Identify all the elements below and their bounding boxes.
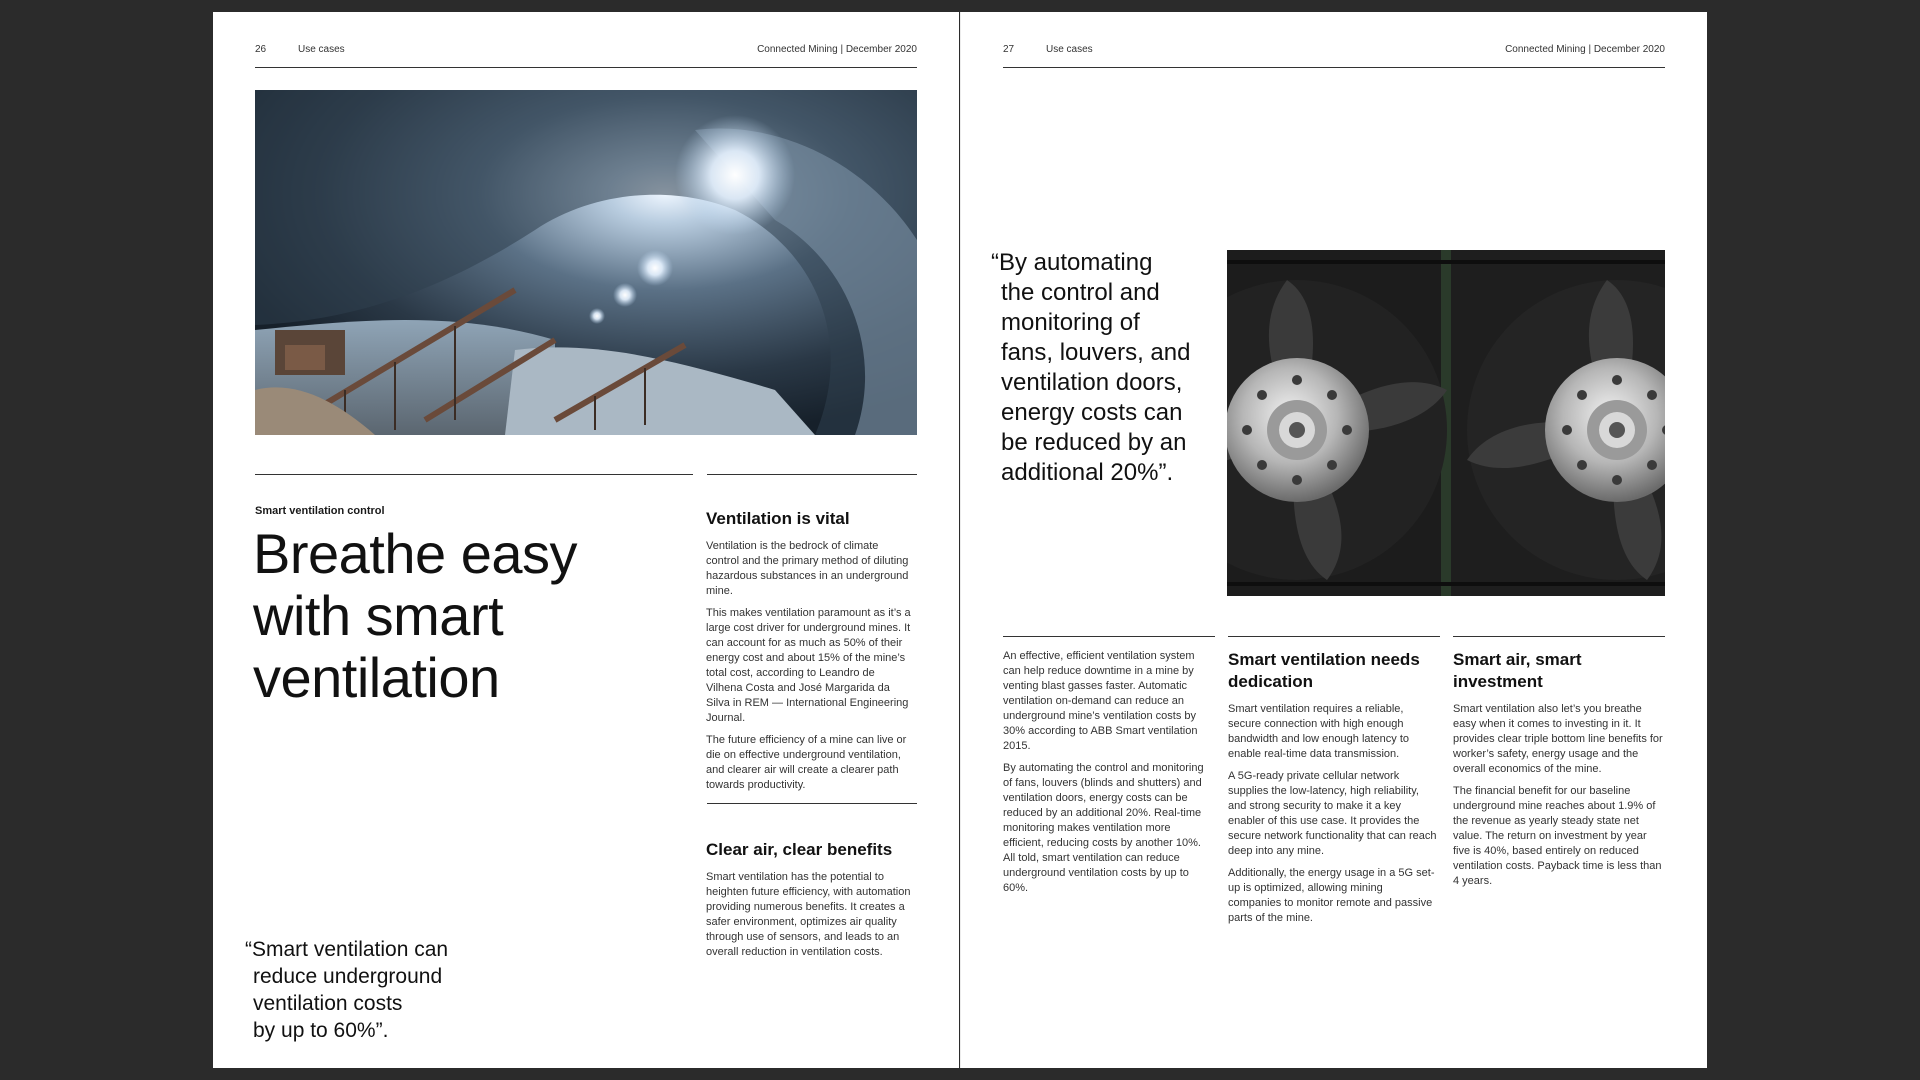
page-header [255, 44, 917, 64]
paragraph: An effective, efficient ventilation system can help reduce downtime in a mine by venting blast gasses faster. Automatic ventilation on-demand can reduce an underground mine’s ventilation costs by 30% according to ABB Smart ventilation 2015. [1003, 650, 1198, 752]
column-title: Smart air, smart investment [1453, 650, 1582, 691]
page-number: 27 [1003, 44, 1015, 55]
column-body [1228, 702, 1438, 933]
left-page [213, 12, 959, 1068]
quote-line: reduce underground [253, 965, 443, 988]
paragraph: The financial benefit for our baseline underground mine reaches about 1.9% of the revenue as yearly steady state net value. The return on investment by year five is 40%, based entirely on reduced ventilation costs. Payback time is less than 4 years. [1453, 785, 1662, 887]
paragraph: Additionally, the energy usage in a 5G set-up is optimized, allowing mining companies to monitor remote and passive parts of the mine. [1228, 867, 1435, 924]
pull-quote [245, 936, 448, 1044]
quote-line: be reduced by an [1001, 429, 1187, 456]
paragraph: Ventilation is the bedrock of climate control and the primary method of diluting hazardous substances in an underground mine. [706, 540, 909, 597]
column-body [1453, 702, 1665, 896]
quote-line: “By automating [991, 249, 1153, 276]
quote-line: by up to 60%”. [253, 1019, 389, 1042]
column-divider [1003, 636, 1215, 637]
section-body [706, 539, 911, 800]
quote-line: the control and [1001, 279, 1160, 306]
header-divider [255, 67, 917, 68]
section-title: Clear air, clear benefits [706, 840, 893, 859]
section-name: Use cases [1046, 44, 1093, 55]
mine-tunnel-photo [255, 90, 917, 435]
quote-line: energy costs can [1001, 399, 1183, 426]
column-divider [1228, 636, 1440, 637]
section-divider [707, 803, 917, 804]
paragraph: Smart ventilation requires a reliable, secure connection with high enough bandwidth and low enough latency to enable real-time data transmission. [1228, 703, 1410, 760]
pull-quote [991, 248, 1190, 488]
header-divider [1003, 67, 1665, 68]
paragraph: Smart ventilation also let’s you breathe easy when it comes to investing in it. It provides clear triple bottom line benefits for worker’s safety, energy usage and the overall economics of the mine. [1453, 703, 1663, 775]
kicker-label: Smart ventilation control [255, 505, 385, 517]
mine-tunnel-illustration [255, 90, 917, 435]
page-header [1003, 44, 1665, 64]
fans-illustration [1227, 250, 1665, 596]
paragraph: This makes ventilation paramount as it’s a large cost driver for underground mines. It can account for as much as 50% of their energy cost and about 15% of the mine’s total cost, according to Leandro de Vilhena Costa and José Margarida da Silva in REM — International Engineering Journal. [706, 607, 911, 724]
column-divider [1453, 636, 1665, 637]
section-divider [255, 474, 693, 475]
paragraph: Smart ventilation has the potential to heighten future efficiency, with automation providing numerous benefits. It creates a safer environment, optimizes air quality through use of sensors, and leads to an overall reduction in ventilation costs. [706, 871, 911, 958]
paragraph: By automating the control and monitoring of fans, louvers (blinds and shutters) and ventilation doors, energy costs can be reduced by an additional 20%. Real-time monitoring makes ventilation more efficient, reducing costs by another 10%. All told, smart ventilation can reduce underground ventilation costs by up to 60%. [1003, 762, 1204, 894]
section-name: Use cases [298, 44, 345, 55]
paragraph: A 5G-ready private cellular network supplies the low-latency, high reliability, and strong security to make it a key enabler of this use case. It provides the secure network functionality that can reach deep into any mine. [1228, 770, 1437, 857]
section-title: Ventilation is vital [706, 509, 850, 528]
headline-line: Breathe easy [253, 522, 577, 585]
ventilation-fans-photo [1227, 250, 1665, 596]
quote-line: ventilation costs [253, 992, 403, 1015]
quote-line: additional 20%”. [1001, 459, 1174, 486]
quote-line: “Smart ventilation can [245, 938, 449, 961]
quote-line: ventilation doors, [1001, 369, 1183, 396]
quote-line: monitoring of [1001, 309, 1140, 336]
quote-line: fans, louvers, and [1001, 339, 1191, 366]
publication-title: Connected Mining | December 2020 [757, 44, 917, 55]
headline-line: ventilation [253, 646, 500, 709]
section-body [706, 870, 911, 967]
page-number: 26 [255, 44, 267, 55]
publication-title: Connected Mining | December 2020 [1505, 44, 1665, 55]
column-body [1003, 649, 1213, 903]
right-page [960, 12, 1707, 1068]
column-title: Smart ventilation needs dedication [1228, 650, 1420, 691]
headline-line: with smart [253, 584, 504, 647]
column-divider [707, 474, 917, 475]
paragraph: The future efficiency of a mine can live or die on effective underground ventilation, and clearer air will create a clearer path towards productivity. [706, 734, 907, 791]
headline [253, 523, 577, 709]
